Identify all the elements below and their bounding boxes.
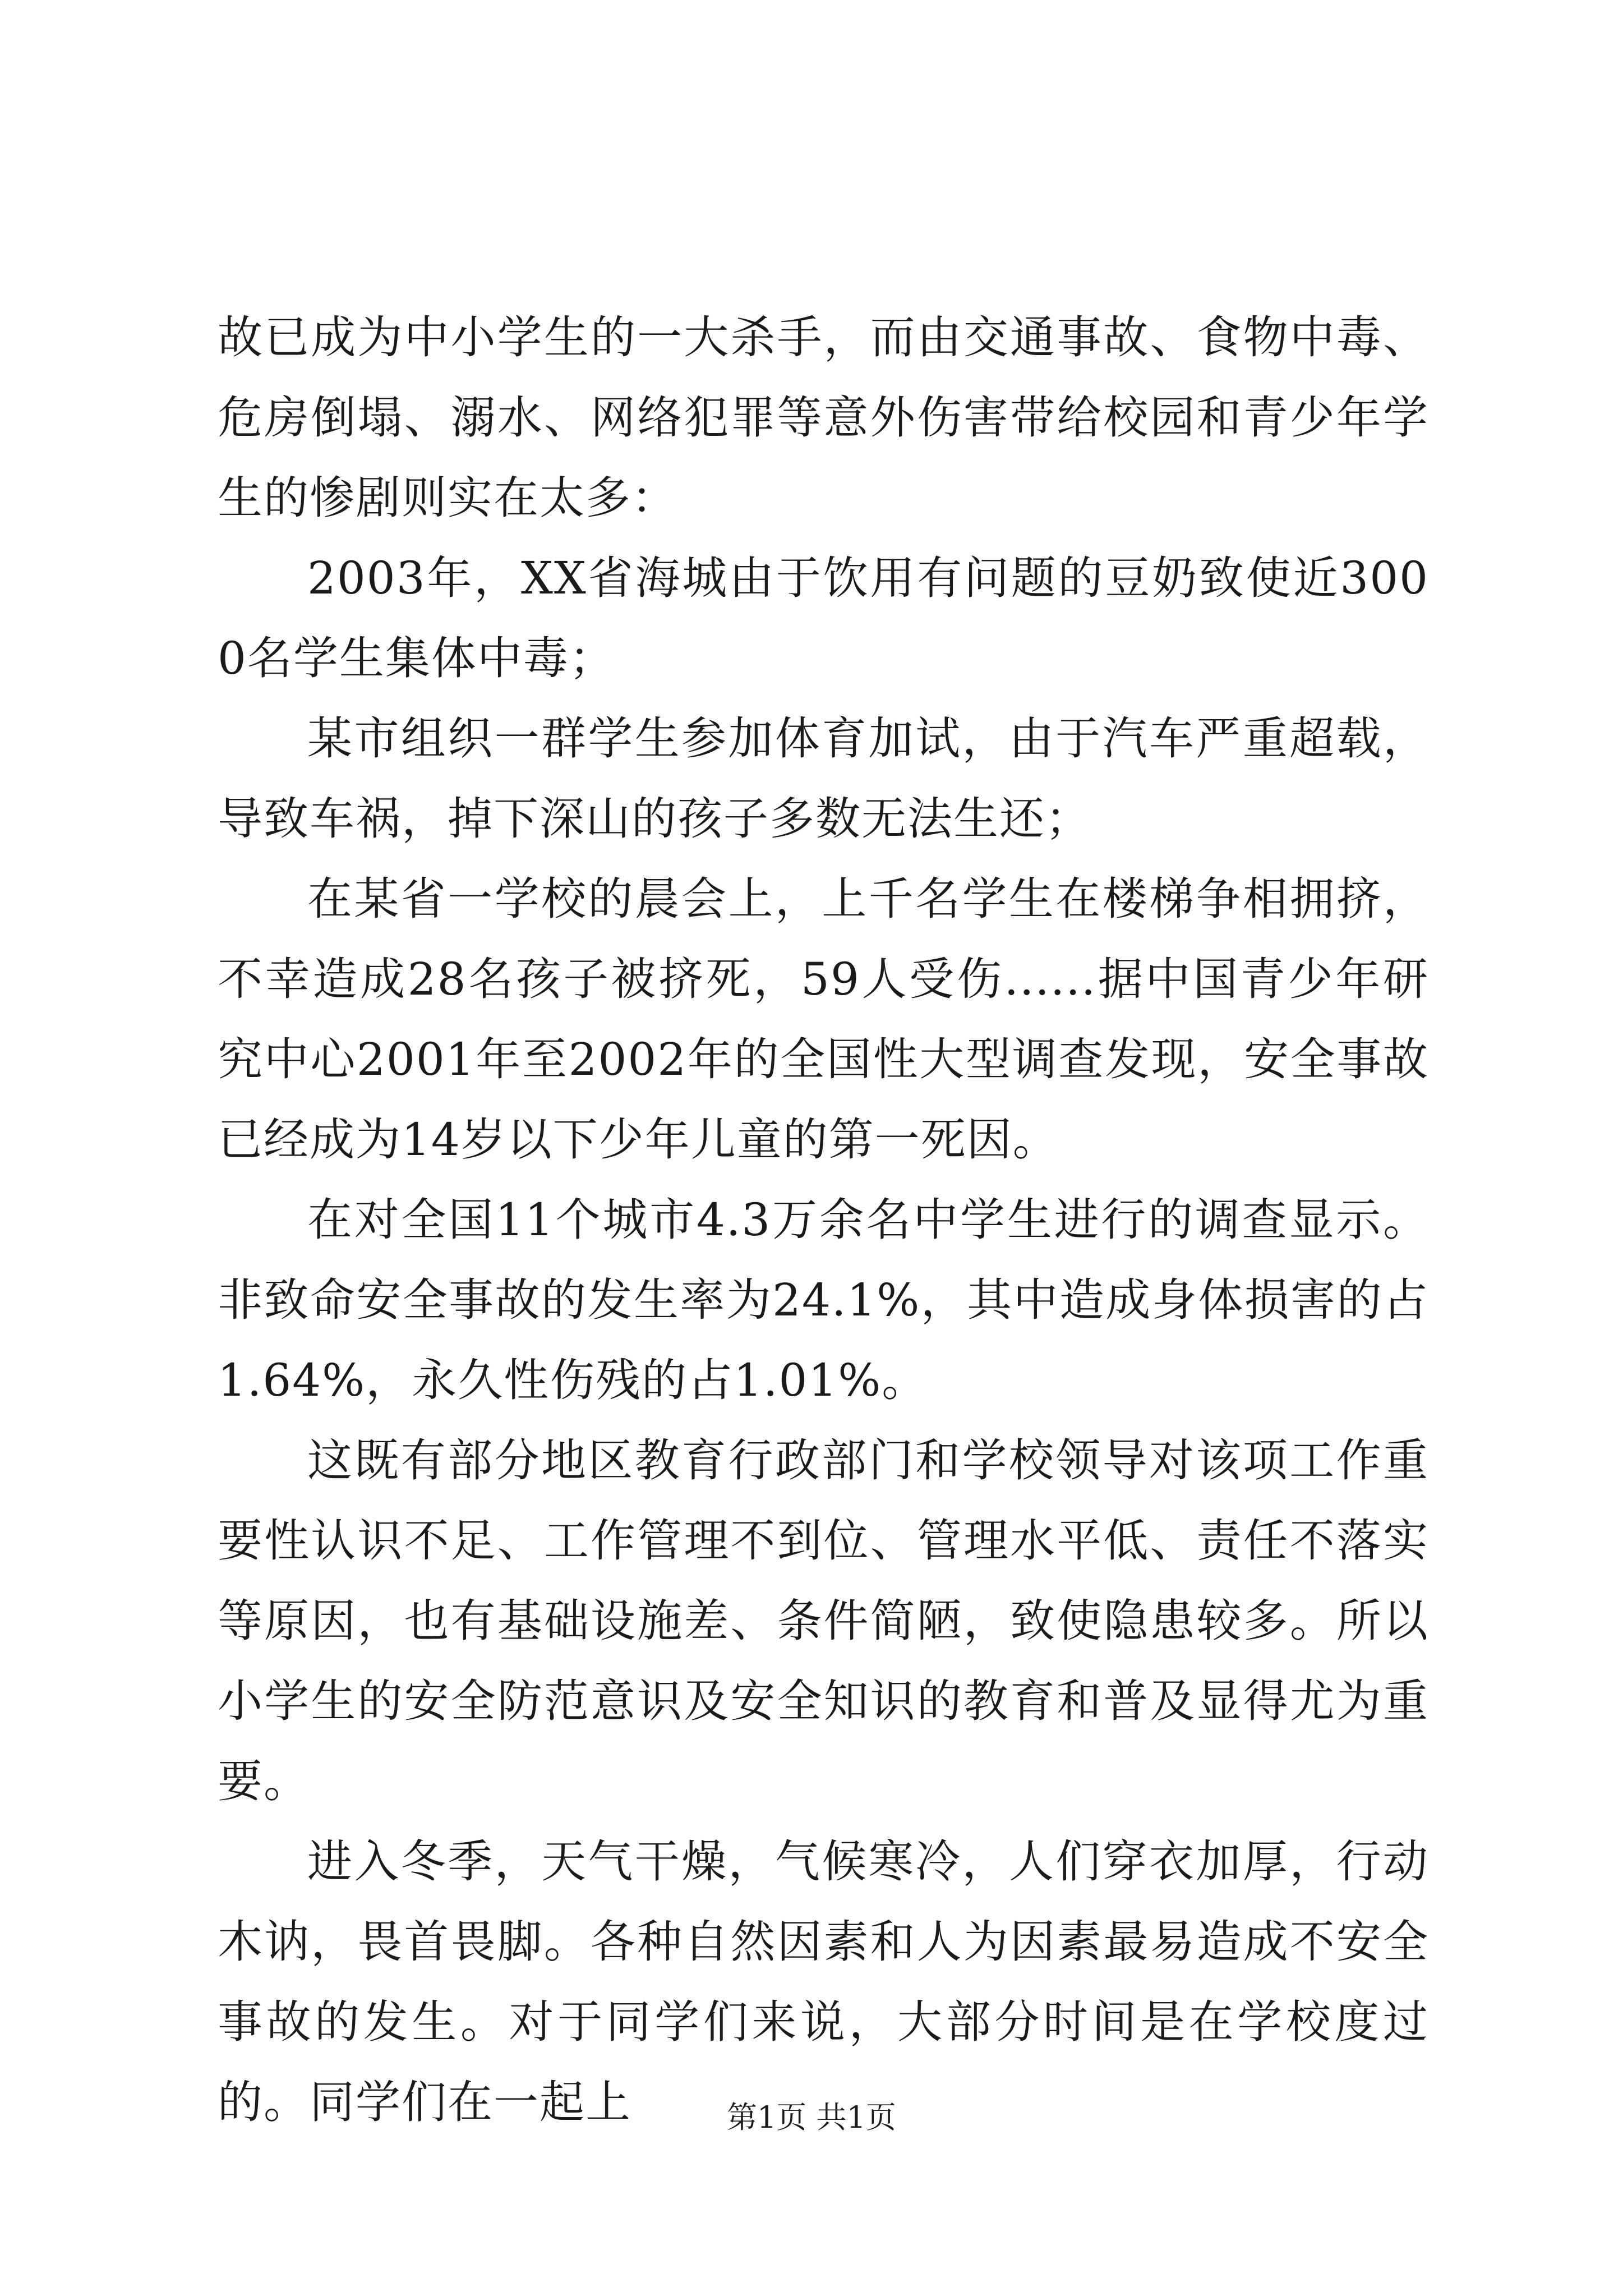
paragraph-6: 这既有部分地区教育行政部门和学校领导对该项工作重要性认识不足、工作管理不到位、管理水平低、责任不落实等原因，也有基础设施差、条件简陋，致使隐患较多。所以小学生的安全防范意识及安全知识的教育和普及显得尤为重要。 bbox=[218, 1434, 1429, 1807]
paragraph-1: 故已成为中小学生的一大杀手，而由交通事故、食物中毒、危房倒塌、溺水、网络犯罪等意外伤害带给校园和青少年学生的惨剧则实在太多： bbox=[218, 311, 1429, 524]
paragraph-5: 在对全国11个城市4.3万余名中学生进行的调查显示。非致命安全事故的发生率为24.1%，其中造成身体损害的占1.64%，永久性伤残的占1.01%。 bbox=[218, 1194, 1429, 1406]
page-footer: 第1页 共1页 bbox=[727, 2100, 896, 2135]
paragraph-7: 进入冬季，天气干燥，气候寒冷，人们穿衣加厚，行动木讷，畏首畏脚。各种自然因素和人为因素最易造成不安全事故的发生。对于同学们来说，大部分时间是在学校度过的。同学们在一起上 bbox=[218, 1835, 1429, 2128]
paragraph-2: 2003年，XX省海城由于饮用有问题的豆奶致使近3000名学生集体中毒； bbox=[218, 552, 1429, 684]
paragraph-3: 某市组织一群学生参加体育加试，由于汽车严重超载，导致车祸，掉下深山的孩子多数无法生还； bbox=[218, 712, 1429, 845]
paragraph-4: 在某省一学校的晨会上，上千名学生在楼梯争相拥挤，不幸造成28名孩子被挤死，59人受伤......据中国青少年研究中心2001年至2002年的全国性大型调查发现，安全事故已经成为14岁以下少年儿童的第一死因。 bbox=[218, 873, 1429, 1166]
document-body bbox=[218, 297, 1429, 2142]
